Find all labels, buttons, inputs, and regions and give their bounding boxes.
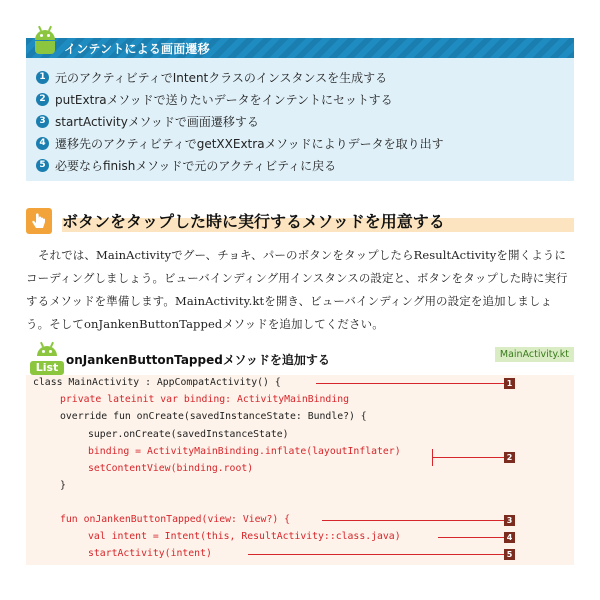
intent-title: インテントによる画面遷移	[64, 42, 210, 56]
step-text: startActivityメソッドで画面遷移する	[55, 114, 259, 129]
filename-tag: MainActivity.kt	[495, 347, 574, 362]
marker-line	[438, 537, 504, 538]
step-text: 元のアクティビティでIntentクラスのインスタンスを生成する	[55, 70, 388, 85]
code-line: class MainActivity : AppCompatActivity() {	[33, 377, 281, 388]
intent-step	[36, 154, 444, 176]
section-heading	[26, 208, 574, 232]
section-title: ボタンをタップした時に実行するメソッドを用意する	[62, 212, 445, 231]
intent-step	[36, 66, 444, 88]
step-number-badge: 4	[36, 137, 49, 150]
body-paragraph: それでは、MainActivityでグー、チョキ、パーのボタンをタップしたらResultActivityを開くようにコーディングしましょう。ビューバインディング用インスタンスの設定と、ボタンをタップした時に実行するメソッドを準備します。MainActivity.ktを開き、ビューバインディング用の設定を追加しましょう。そしてonJankenButtonTappedメソッドを追加してください。	[26, 248, 568, 331]
step-number-badge: 2	[36, 93, 49, 106]
step-number-badge: 1	[36, 71, 49, 84]
step-number-badge: 5	[36, 159, 49, 172]
marker-number: 2	[504, 452, 515, 463]
marker-number: 5	[504, 549, 515, 560]
code-line: }	[60, 480, 66, 491]
list-android-icon	[26, 345, 66, 375]
code-line: private lateinit var binding: ActivityMainBinding	[60, 394, 350, 405]
code-line: binding = ActivityMainBinding.inflate(layoutInflater)	[88, 446, 401, 457]
tap-finger-icon	[26, 208, 52, 234]
intent-summary-box	[26, 38, 574, 181]
listing-header	[26, 345, 574, 375]
marker-number: 1	[504, 378, 515, 389]
step-text: 遷移先のアクティビティでgetXXExtraメソッドによりデータを取り出す	[55, 136, 444, 151]
intent-step	[36, 110, 444, 132]
marker-number: 3	[504, 515, 515, 526]
marker-line	[248, 554, 504, 555]
intent-header-bar	[26, 38, 574, 58]
code-line: super.onCreate(savedInstanceState)	[88, 429, 289, 440]
intent-step	[36, 132, 444, 154]
marker-number: 4	[504, 532, 515, 543]
marker-line	[316, 383, 504, 384]
step-text: putExtraメソッドで送りたいデータをインテントにセットする	[55, 92, 393, 107]
code-line: fun onJankenButtonTapped(view: View?) {	[60, 514, 291, 525]
code-listing	[26, 375, 574, 565]
step-number-badge: 3	[36, 115, 49, 128]
code-line: val intent = Intent(this, ResultActivity::class.java)	[88, 531, 401, 542]
code-line: override fun onCreate(savedInstanceState: Bundle?) {	[60, 411, 367, 422]
step-text: 必要ならfinishメソッドで元のアクティビティに戻る	[55, 158, 337, 173]
list-badge: List	[30, 361, 64, 375]
listing-title: onJankenButtonTappedメソッドを追加する	[66, 353, 330, 367]
code-line: startActivity(intent)	[88, 548, 212, 559]
code-line: setContentView(binding.root)	[88, 463, 254, 474]
marker-line	[322, 520, 504, 521]
android-icon	[32, 30, 58, 56]
intent-step	[36, 88, 444, 110]
intent-steps-list	[36, 66, 444, 176]
marker-line	[432, 457, 504, 458]
